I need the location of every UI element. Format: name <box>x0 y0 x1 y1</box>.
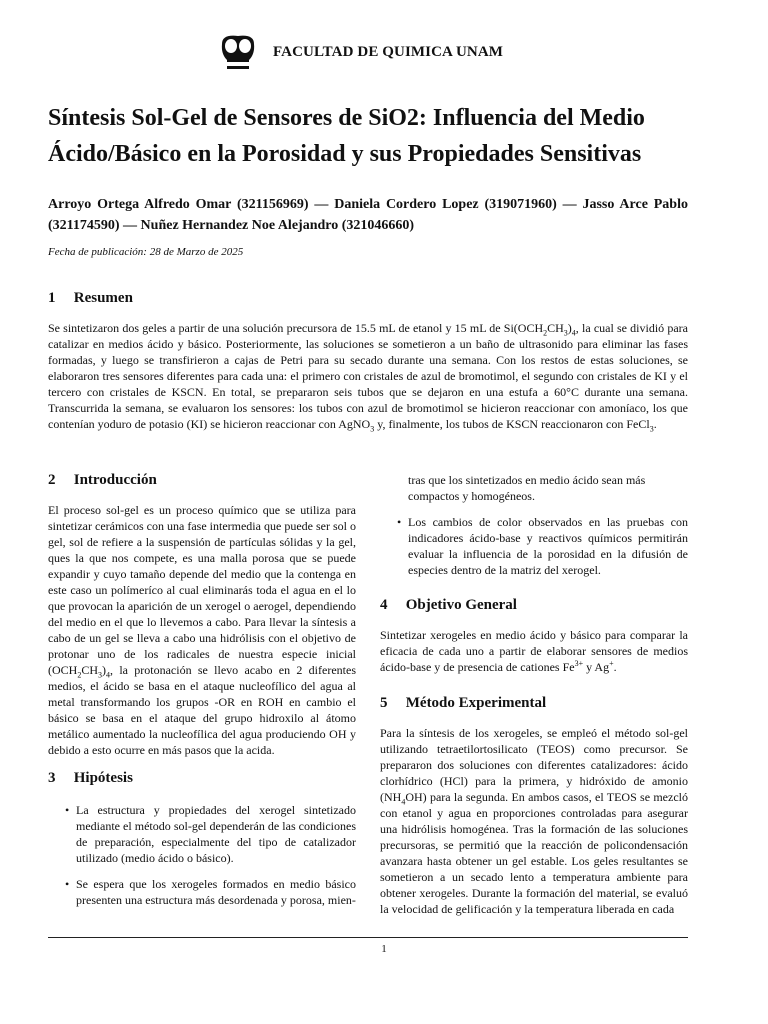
section-title: Hipótesis <box>73 770 133 786</box>
section-title: Resumen <box>73 290 133 306</box>
abstract-text-part: y, finalmente, los tubos de KSCN reaccionaron con FeCl <box>374 417 650 431</box>
abstract-text-part: . <box>653 417 657 431</box>
method-text <box>380 725 688 917</box>
intro-text-part: El proceso sol-gel es un proceso químico que se utiliza para sintetizar cerámicos con una fase intermedia que puede ser sol o gel, sol de refiere a la suspensión de partículas sólidas y la gel, ques la que nos compete, es una malla porosa que se puede expandir y cuyo tamaño depende del medio que la contenga en este caso un polímeríco al cual eliminarás toda el agua en el lo que provocan la aparición de un xerogel o aerogel, dependiendo del medio en el que lo llevemos a cabo. Para llevar la síntesis a cabo de un gel se lleva a cabo una hidrólisis con el objetivo de protonar uno de los radicales de nuestra especie inicial (OCH <box>48 503 356 677</box>
bullet: • <box>397 515 402 529</box>
hypothesis-list-continued <box>396 472 688 588</box>
page-number: 1 <box>381 943 387 955</box>
intro-text-part: CH <box>81 663 99 677</box>
abstract-text <box>48 320 688 432</box>
list-item <box>396 514 688 578</box>
subscript: 4 <box>401 797 406 807</box>
publication-date: Fecha de publicación: 28 de Marzo de 2025 <box>48 246 244 258</box>
subscript: 4 <box>571 328 576 338</box>
section-heading-hipotesis <box>48 770 133 787</box>
bullet: • <box>65 877 70 891</box>
subscript: 3 <box>563 328 568 338</box>
objective-text <box>380 627 688 675</box>
objective-text-part: . <box>613 660 617 674</box>
superscript: 3+ <box>574 659 584 668</box>
hypothesis-text: Se espera que los xerogeles formados en medio básico presenten una estructura más desordenada y porosa, mien- <box>76 877 356 907</box>
bullet: • <box>65 803 70 817</box>
subscript: 2 <box>77 670 82 680</box>
section-number: 1 <box>48 290 56 306</box>
abstract-text-part: ) <box>567 321 572 335</box>
section-title: Objetivo General <box>405 597 517 613</box>
section-heading-resumen <box>48 290 133 307</box>
objective-text-part: Sintetizar xerogeles en medio ácido y básico para comparar la eficacia de cada uno a partir de elaborar sensores de medios ácido-base y de presencia de cationes Fe <box>380 628 688 674</box>
subscript: 2 <box>543 328 548 338</box>
authors: Arroyo Ortega Alfredo Omar (321156969) — Daniela Cordero Lopez (319071960) — Jasso Arce Pablo (321174590) — Nuñez Hernandez Noe Alejandro (321046660) <box>48 197 688 233</box>
paper-title: Síntesis Sol-Gel de Sensores de SiO2: Influencia del Medio Ácido/Básico en la Porosidad y sus Propiedades Sensitivas <box>48 105 645 167</box>
method-text-part: Para la síntesis de los xerogeles, se empleó el método sol-gel utilizando tetraetilortosilicato (TEOS) como precursor. Se prepararon dos soluciones con diferentes catalizadores: ácido clorhídrico (HCl) para la primera, y hidróxido de amonio (NH <box>380 726 688 804</box>
abstract-text-part: Se sintetizaron dos geles a partir de una solución precursora de 15.5 mL de etanol y 15 mL de Si(OCH <box>48 321 544 335</box>
subscript: 3 <box>98 670 103 680</box>
subscript: 4 <box>106 670 111 680</box>
section-heading-objetivo <box>380 597 517 614</box>
hypothesis-text: La estructura y propiedades del xerogel sintetizado mediante el método sol-gel dependerán de las condiciones de preparación, especialmente del tipo de catalizador utilizado (medio ácido o básico). <box>76 803 356 865</box>
objective-text-part: y Ag <box>583 660 610 674</box>
list-item <box>396 472 688 504</box>
intro-text-part: ) <box>102 663 107 677</box>
section-heading-metodo <box>380 695 546 712</box>
superscript: + <box>609 659 614 668</box>
hypothesis-text: tras que los sintetizados en medio ácido sean más compactos y homogéneos. <box>408 473 646 503</box>
list-item <box>64 876 356 908</box>
header <box>0 30 768 74</box>
subscript: 3 <box>370 424 375 434</box>
abstract-text-part: CH <box>547 321 564 335</box>
faculty-name: FACULTAD DE QUIMICA UNAM <box>273 44 504 60</box>
section-number: 5 <box>380 695 388 711</box>
section-title: Método Experimental <box>405 695 547 711</box>
section-number: 2 <box>48 472 56 488</box>
hypothesis-list <box>64 802 356 918</box>
section-title: Introducción <box>73 472 157 488</box>
introduction-text <box>48 502 356 758</box>
subscript: 3 <box>649 424 654 434</box>
footer-divider <box>48 937 688 938</box>
method-text-part: OH) para la segunda. En ambos casos, el TEOS se mezcló con etanol y agua en proporciones controladas para asegurar una hidrólisis homogénea. Tras la formación de las soluciones precursoras, se permitió que la reacción de policondensación avanzara hasta obtener un gel estable. Los geles resultantes se sometieron a un secado lento a temperatura ambiente para obtener xerogeles. Durante la formación del material, se evaluó la velocidad de gelificación y la temperatura liberada en cada <box>380 790 688 916</box>
section-number: 4 <box>380 597 388 613</box>
owl-logo-icon <box>218 32 258 72</box>
abstract-text-part: , la cual se dividió para catalizar en medios ácido y básico. Posteriormente, las soluciones se sometieron a un baño de ultrasonido para eliminar las fases formadas, y luego se transfirieron a cajas de Petri para su secado durante una semana. Con los restos de estas soluciones, se elaboraron tres sensores diferentes para cada una: el primero con cristales de azul de bromotimol, el segundo con cristales de KI y el tercero con cristales de KSCN. En total, se prepararon seis tubos que se dejaron en una estufa a 60°C durante una semana. Transcurrida la semana, se evaluaron los sensores: los tubos con azul de bromotimol se hicieron reaccionar con amoníaco, los que contenían yoduro de potasio (KI) se hicieron reaccionar con AgNO <box>48 321 689 431</box>
intro-text-part: , la protonación se llevo acabo en 2 diferentes medios, el ácido se basa en el ataque nucleofílico del agua al metal transformando los grupos -OR en ROH en cambio el básico se basa en el ataque del grupo hidroxilo al átomo metálico aumentado la nucleofílica del agua produciendo OH y debido a esto ocurre en más pasos que la acida. <box>48 663 356 757</box>
section-number: 3 <box>48 770 56 786</box>
list-item <box>64 802 356 866</box>
hypothesis-text: Los cambios de color observados en las pruebas con indicadores ácido-base y reactivos químicos permitirán evaluar la influencia de la porosidad en la difusión de especies dentro de la matriz del xerogel. <box>408 515 688 577</box>
section-heading-introduccion <box>48 472 157 489</box>
